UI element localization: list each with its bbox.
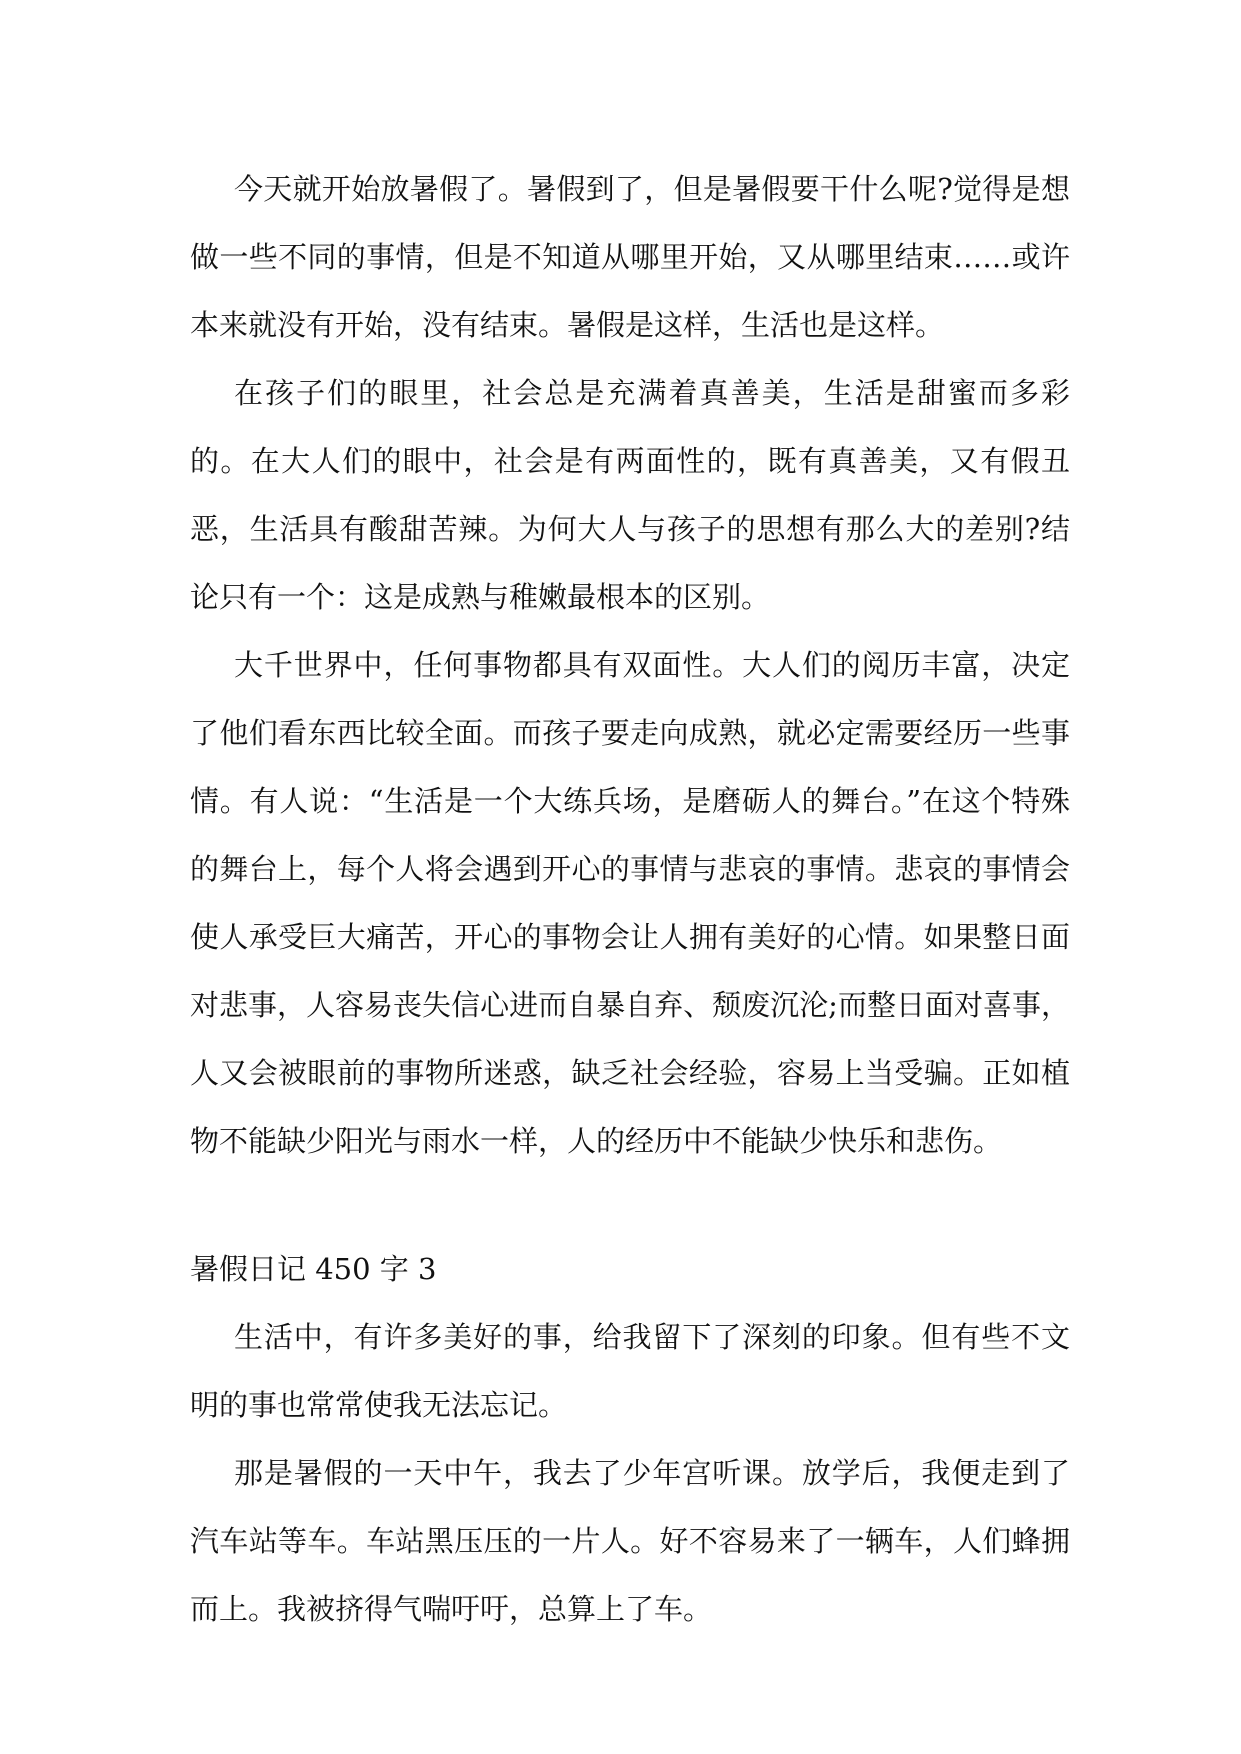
document-page (190, 155, 1070, 1643)
paragraph: 大千世界中，任何事物都具有双面性。大人们的阅历丰富，决定了他们看东西比较全面。而孩子要走向成熟，就必定需要经历一些事情。有人说：“生活是一个大练兵场，是磨砺人的舞台。”在这个特殊的舞台上，每个人将会遇到开心的事情与悲哀的事情。悲哀的事情会使人承受巨大痛苦，开心的事物会让人拥有美好的心情。如果整日面对悲事，人容易丧失信心进而自暴自弃、颓废沉沦;而整日面对喜事，人又会被眼前的事物所迷惑，缺乏社会经验，容易上当受骗。正如植物不能缺少阳光与雨水一样，人的经历中不能缺少快乐和悲伤。 (190, 648, 1070, 1158)
section-heading: 暑假日记 450 字 3 (190, 1252, 437, 1286)
paragraph: 在孩子们的眼里，社会总是充满着真善美，生活是甜蜜而多彩的。在大人们的眼中，社会是有两面性的，既有真善美，又有假丑恶，生活具有酸甜苦辣。为何大人与孩子的思想有那么大的差别?结论只有一个：这是成熟与稚嫩最根本的区别。 (190, 376, 1070, 614)
paragraph: 生活中，有许多美好的事，给我留下了深刻的印象。但有些不文明的事也常常使我无法忘记。 (190, 1320, 1070, 1422)
paragraph: 今天就开始放暑假了。暑假到了，但是暑假要干什么呢?觉得是想做一些不同的事情，但是不知道从哪里开始，又从哪里结束……或许本来就没有开始，没有结束。暑假是这样，生活也是这样。 (190, 172, 1070, 342)
paragraph: 那是暑假的一天中午，我去了少年宫听课。放学后，我便走到了汽车站等车。车站黑压压的一片人。好不容易来了一辆车，人们蜂拥而上。我被挤得气喘吁吁，总算上了车。 (190, 1456, 1070, 1626)
